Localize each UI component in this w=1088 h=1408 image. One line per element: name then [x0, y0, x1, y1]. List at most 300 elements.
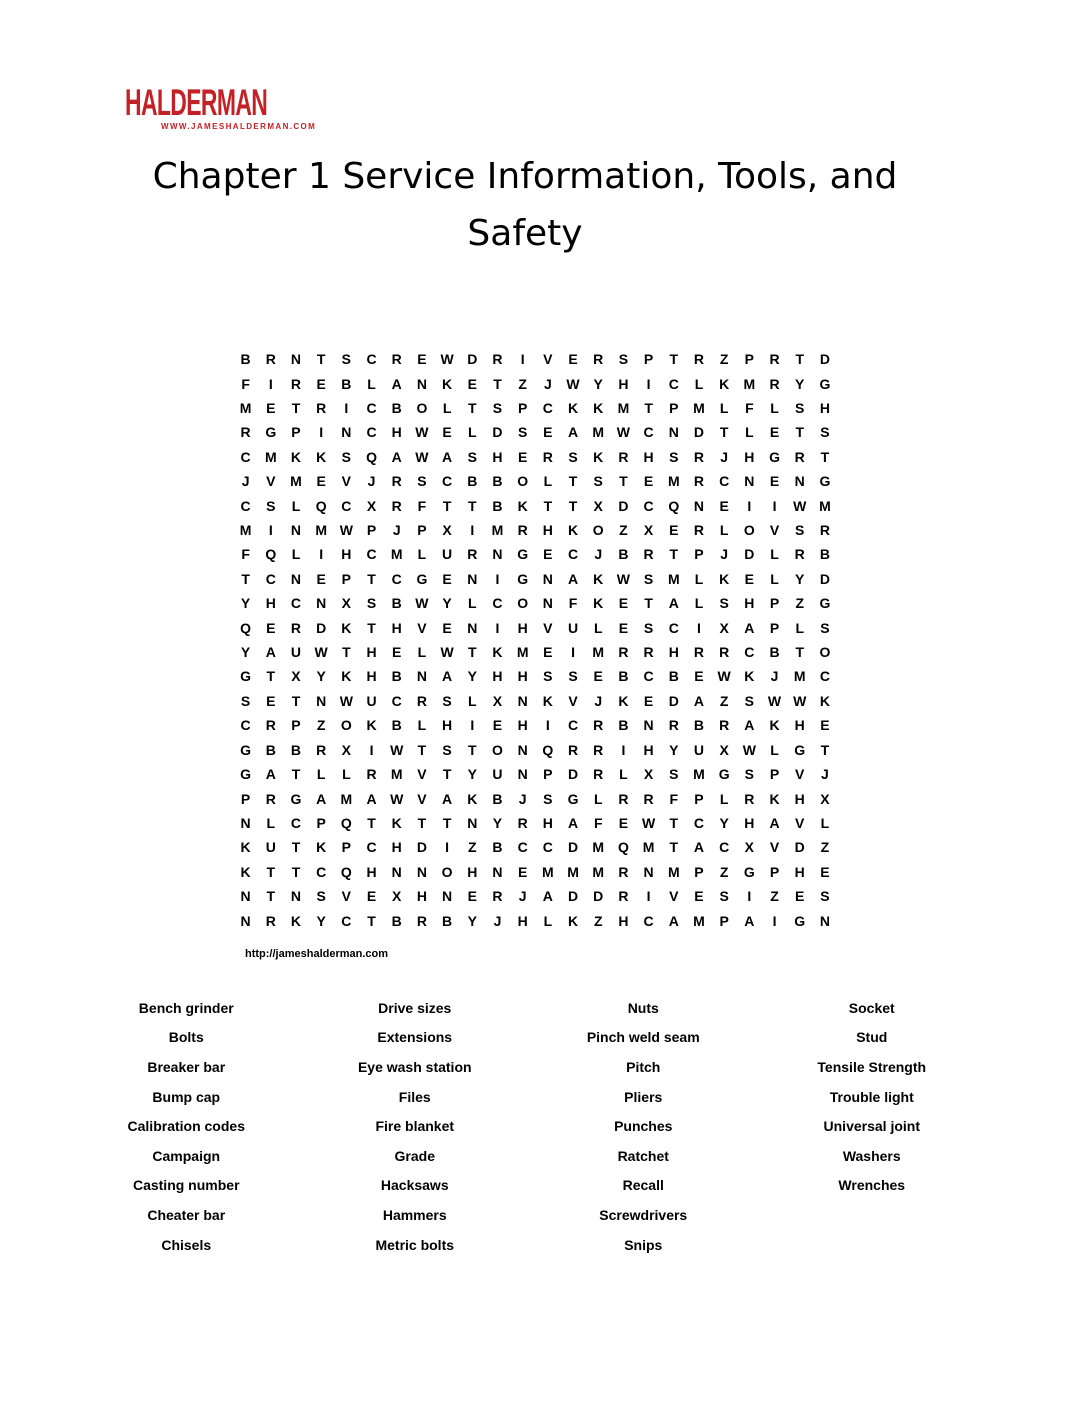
- grid-letter: E: [417, 351, 427, 368]
- grid-letter: B: [467, 473, 478, 490]
- grid-letter: K: [240, 863, 251, 880]
- grid-letter: G: [718, 766, 730, 783]
- grid-letter: K: [366, 717, 377, 734]
- grid-letter: X: [392, 888, 402, 905]
- grid-letter: S: [820, 619, 830, 636]
- grid-letter: V: [543, 619, 553, 636]
- grid-letter: E: [795, 888, 805, 905]
- grid-letter: R: [290, 619, 302, 636]
- grid-letter: Y: [467, 766, 477, 783]
- grid-letter: S: [417, 473, 427, 490]
- grid-letter: S: [543, 790, 553, 807]
- grid-letter: B: [492, 790, 503, 807]
- grid-letter: L: [719, 400, 729, 417]
- grid-letter: I: [495, 570, 500, 587]
- grid-letter: C: [366, 424, 377, 441]
- grid-letter: K: [316, 839, 327, 856]
- grid-letter: B: [618, 546, 629, 563]
- logo-brand-text: HALDERMAN: [125, 82, 268, 123]
- grid-letter: S: [341, 351, 352, 368]
- grid-letter: B: [290, 741, 302, 758]
- grid-letter: X: [719, 619, 729, 636]
- grid-letter: R: [366, 766, 377, 783]
- grid-letter: S: [643, 570, 654, 587]
- grid-letter: T: [342, 644, 351, 661]
- logo-website-text: WWW.JAMESHALDERMAN.COM: [161, 122, 317, 131]
- grid-letter: C: [290, 595, 302, 612]
- grid-letter: E: [568, 351, 578, 368]
- grid-letter: V: [266, 473, 276, 490]
- grid-letter: Q: [617, 839, 629, 856]
- grid-letter: N: [492, 863, 503, 880]
- grid-letter: C: [391, 692, 402, 709]
- grid-letter: A: [744, 912, 755, 929]
- grid-letter: K: [290, 912, 302, 929]
- grid-letter: W: [314, 644, 328, 661]
- grid-letter: N: [416, 863, 427, 880]
- grid-letter: I: [344, 400, 349, 417]
- grid-letter: I: [747, 888, 752, 905]
- grid-letter: S: [517, 424, 528, 441]
- grid-letter: B: [391, 668, 402, 685]
- grid-letter: A: [744, 717, 755, 734]
- grid-letter: W: [390, 790, 404, 807]
- grid-letter: X: [820, 790, 830, 807]
- grid-letter: L: [442, 400, 452, 417]
- grid-letter: V: [341, 888, 352, 905]
- grid-letter: J: [821, 766, 829, 783]
- grid-letter: I: [545, 717, 550, 734]
- grid-letter: T: [266, 863, 276, 880]
- grid-letter: E: [517, 863, 528, 880]
- grid-letter: M: [617, 400, 630, 417]
- grid-letter: Y: [316, 668, 326, 685]
- grid-letter: K: [593, 448, 604, 465]
- grid-letter: R: [618, 790, 629, 807]
- grid-letter: M: [390, 766, 403, 783]
- grid-letter: M: [642, 839, 655, 856]
- grid-letter: X: [492, 692, 503, 709]
- grid-letter: U: [492, 766, 503, 783]
- grid-letter: A: [391, 375, 402, 392]
- grid-letter: Y: [240, 595, 251, 612]
- grid-letter: T: [266, 888, 276, 905]
- grid-letter: M: [667, 570, 680, 587]
- word-list-item: Grade: [394, 1147, 435, 1164]
- grid-letter: Y: [467, 912, 477, 929]
- grid-letter: C: [240, 497, 251, 514]
- grid-letter: N: [467, 814, 478, 831]
- grid-letter: H: [744, 814, 755, 831]
- grid-letter: X: [341, 595, 352, 612]
- grid-letter: R: [618, 888, 629, 905]
- grid-letter: E: [442, 619, 452, 636]
- grid-letter: M: [542, 863, 554, 880]
- grid-letter: E: [492, 717, 503, 734]
- grid-letter: L: [367, 375, 376, 392]
- grid-letter: M: [592, 839, 605, 856]
- grid-letter: R: [391, 473, 402, 490]
- grid-letter: A: [265, 766, 276, 783]
- grid-letter: T: [367, 814, 376, 831]
- grid-letter: T: [669, 351, 679, 368]
- grid-letter: M: [315, 522, 327, 539]
- grid-letter: N: [240, 814, 251, 831]
- grid-letter: C: [668, 619, 679, 636]
- grid-letter: L: [719, 522, 729, 539]
- grid-letter: T: [367, 570, 376, 587]
- grid-letter: I: [520, 351, 525, 368]
- grid-letter: Q: [542, 741, 554, 758]
- grid-letter: L: [619, 766, 628, 783]
- grid-letter: M: [693, 400, 705, 417]
- word-list-column: [72, 993, 301, 1259]
- grid-letter: K: [240, 839, 251, 856]
- grid-letter: D: [467, 351, 478, 368]
- word-search-grid: [233, 347, 838, 933]
- grid-letter: G: [240, 668, 252, 685]
- grid-letter: N: [542, 570, 553, 587]
- grid-letter: T: [468, 644, 477, 661]
- grid-letter: W: [415, 595, 429, 612]
- grid-letter: P: [643, 351, 654, 368]
- grid-letter: S: [316, 888, 326, 905]
- grid-letter: H: [391, 839, 402, 856]
- grid-letter: W: [339, 522, 353, 539]
- grid-letter: Z: [316, 717, 326, 734]
- grid-letter: N: [517, 766, 528, 783]
- grid-letter: H: [744, 595, 755, 612]
- grid-letter: B: [391, 912, 402, 929]
- grid-letter: N: [693, 497, 705, 514]
- grid-letter: N: [316, 692, 327, 709]
- word-list-item: Recall: [622, 1177, 664, 1194]
- grid-letter: G: [769, 448, 780, 465]
- grid-letter: N: [240, 888, 251, 905]
- grid-letter: B: [769, 644, 780, 661]
- grid-letter: F: [593, 814, 603, 831]
- grid-letter: M: [693, 912, 705, 929]
- grid-letter: H: [391, 424, 402, 441]
- grid-letter: S: [266, 497, 276, 514]
- grid-letter: I: [646, 375, 651, 392]
- grid-letter: P: [769, 766, 780, 783]
- word-list-item: Hammers: [382, 1206, 447, 1223]
- grid-letter: R: [719, 717, 730, 734]
- grid-letter: T: [266, 668, 276, 685]
- grid-letter: E: [366, 888, 377, 905]
- grid-letter: S: [719, 888, 729, 905]
- grid-letter: N: [517, 741, 528, 758]
- grid-letter: T: [367, 619, 376, 636]
- grid-letter: I: [470, 522, 475, 539]
- grid-letter: K: [719, 570, 730, 587]
- grid-letter: L: [694, 595, 704, 612]
- grid-letter: V: [795, 814, 805, 831]
- word-list-item: Calibration codes: [127, 1118, 245, 1135]
- grid-letter: L: [468, 595, 477, 612]
- grid-letter: E: [694, 668, 704, 685]
- grid-letter: C: [542, 400, 553, 417]
- grid-letter: I: [445, 839, 450, 856]
- word-list-item: Punches: [614, 1118, 673, 1135]
- grid-letter: E: [719, 497, 729, 514]
- grid-letter: B: [391, 400, 402, 417]
- grid-letter: T: [291, 839, 301, 856]
- grid-letter: Y: [795, 375, 805, 392]
- grid-letter: U: [693, 741, 705, 758]
- grid-letter: R: [693, 522, 705, 539]
- grid-letter: H: [542, 522, 553, 539]
- grid-letter: C: [668, 375, 679, 392]
- grid-letter: I: [772, 497, 777, 514]
- grid-letter: W: [742, 741, 756, 758]
- word-list-item: Extensions: [377, 1029, 453, 1046]
- grid-letter: R: [416, 692, 427, 709]
- grid-letter: E: [694, 888, 704, 905]
- grid-letter: A: [442, 448, 453, 465]
- word-list-item: Bench grinder: [138, 999, 234, 1016]
- grid-letter: S: [240, 692, 251, 709]
- grid-letter: W: [641, 814, 656, 831]
- grid-letter: V: [568, 692, 578, 709]
- grid-letter: E: [467, 888, 477, 905]
- grid-letter: L: [593, 619, 603, 636]
- grid-letter: Y: [442, 595, 452, 612]
- grid-letter: G: [290, 790, 302, 807]
- word-list-item: Breaker bar: [147, 1058, 226, 1075]
- word-list-item: Snips: [624, 1236, 663, 1253]
- grid-letter: R: [391, 497, 402, 514]
- grid-letter: I: [747, 497, 752, 514]
- grid-letter: S: [820, 888, 830, 905]
- grid-letter: S: [795, 400, 805, 417]
- grid-letter: G: [517, 570, 529, 587]
- grid-letter: Q: [240, 619, 252, 636]
- grid-letter: J: [241, 473, 250, 490]
- grid-letter: H: [265, 595, 276, 612]
- grid-letter: U: [366, 692, 377, 709]
- grid-letter: E: [744, 570, 755, 587]
- grid-letter: N: [290, 888, 302, 905]
- grid-letter: C: [391, 570, 402, 587]
- grid-letter: A: [668, 912, 679, 929]
- word-list-item: Nuts: [627, 999, 659, 1016]
- grid-letter: D: [618, 497, 629, 514]
- grid-letter: P: [341, 839, 352, 856]
- grid-letter: V: [417, 766, 427, 783]
- grid-letter: G: [819, 473, 831, 490]
- grid-letter: L: [543, 473, 553, 490]
- grid-letter: E: [442, 424, 452, 441]
- grid-letter: K: [719, 375, 730, 392]
- grid-letter: C: [265, 570, 276, 587]
- grid-letter: C: [366, 839, 377, 856]
- grid-letter: B: [693, 717, 705, 734]
- grid-letter: A: [693, 839, 705, 856]
- word-list-item: Trouble light: [829, 1088, 914, 1105]
- page-title-line1: Chapter 1 Service Information, Tools, and: [152, 156, 898, 197]
- grid-letter: W: [339, 692, 353, 709]
- grid-letter: P: [543, 766, 553, 783]
- page-title-line2: Safety: [467, 213, 583, 254]
- grid-letter: L: [820, 814, 830, 831]
- grid-letter: F: [241, 546, 250, 563]
- grid-letter: T: [291, 766, 301, 783]
- grid-letter: T: [442, 497, 452, 514]
- grid-letter: E: [820, 863, 830, 880]
- grid-letter: S: [719, 595, 729, 612]
- grid-letter: R: [744, 790, 755, 807]
- grid-letter: S: [820, 424, 830, 441]
- grid-letter: L: [745, 424, 754, 441]
- grid-letter: J: [543, 375, 552, 392]
- grid-letter: T: [367, 912, 376, 929]
- grid-letter: H: [366, 668, 377, 685]
- grid-letter: E: [618, 619, 629, 636]
- grid-letter: R: [265, 351, 276, 368]
- grid-letter: T: [644, 400, 653, 417]
- grid-letter: A: [442, 790, 453, 807]
- grid-letter: I: [697, 619, 701, 636]
- grid-letter: G: [240, 766, 252, 783]
- grid-letter: V: [769, 839, 780, 856]
- grid-letter: L: [316, 766, 326, 783]
- grid-letter: M: [516, 644, 529, 661]
- grid-letter: R: [794, 546, 805, 563]
- grid-letter: X: [744, 839, 755, 856]
- grid-letter: N: [290, 351, 302, 368]
- grid-letter: R: [693, 351, 705, 368]
- grid-letter: R: [517, 814, 528, 831]
- grid-letter: K: [341, 619, 352, 636]
- grid-letter: E: [517, 448, 528, 465]
- grid-letter: C: [366, 546, 377, 563]
- grid-letter: A: [391, 448, 402, 465]
- grid-letter: B: [492, 473, 503, 490]
- grid-letter: T: [442, 766, 452, 783]
- grid-letter: B: [442, 912, 453, 929]
- grid-letter: E: [442, 570, 452, 587]
- word-list-item: Universal joint: [823, 1118, 920, 1135]
- grid-letter: N: [744, 473, 755, 490]
- grid-letter: C: [643, 912, 654, 929]
- grid-letter: M: [743, 375, 756, 392]
- grid-letter: T: [241, 570, 250, 587]
- grid-letter: O: [517, 595, 529, 612]
- grid-letter: P: [769, 595, 780, 612]
- grid-letter: B: [668, 668, 679, 685]
- grid-letter: D: [819, 351, 830, 368]
- page-title: [0, 148, 1050, 262]
- grid-letter: R: [819, 522, 830, 539]
- grid-letter: I: [470, 717, 475, 734]
- grid-letter: N: [819, 912, 830, 929]
- grid-letter: L: [770, 400, 779, 417]
- grid-letter: M: [793, 668, 806, 685]
- grid-letter: F: [669, 790, 679, 807]
- grid-letter: X: [719, 741, 729, 758]
- grid-letter: T: [820, 741, 830, 758]
- grid-letter: W: [793, 692, 807, 709]
- grid-letter: A: [316, 790, 327, 807]
- grid-letter: M: [239, 400, 252, 417]
- grid-letter: O: [819, 644, 831, 661]
- grid-letter: I: [369, 741, 374, 758]
- grid-letter: U: [567, 619, 579, 636]
- grid-letter: E: [618, 595, 629, 612]
- grid-letter: G: [517, 546, 529, 563]
- word-list-item: Drive sizes: [378, 999, 452, 1016]
- source-url[interactable]: http://jameshalderman.com: [245, 948, 389, 960]
- grid-letter: M: [567, 863, 579, 880]
- grid-letter: T: [669, 546, 679, 563]
- grid-letter: B: [618, 668, 629, 685]
- grid-letter: H: [819, 400, 830, 417]
- grid-letter: L: [417, 644, 427, 661]
- grid-letter: L: [468, 424, 477, 441]
- grid-letter: N: [517, 692, 528, 709]
- grid-letter: K: [391, 814, 402, 831]
- grid-letter: B: [341, 375, 352, 392]
- grid-letter: P: [694, 546, 704, 563]
- grid-letter: O: [416, 400, 428, 417]
- grid-letter: K: [744, 668, 755, 685]
- grid-letter: C: [492, 595, 503, 612]
- grid-letter: L: [719, 790, 729, 807]
- grid-letter: C: [240, 717, 251, 734]
- grid-letter: Z: [719, 692, 729, 709]
- grid-letter: S: [492, 400, 503, 417]
- grid-letter: W: [717, 668, 731, 685]
- grid-letter: T: [795, 351, 804, 368]
- grid-letter: K: [542, 692, 553, 709]
- grid-letter: Z: [619, 522, 628, 539]
- grid-letter: N: [467, 619, 478, 636]
- grid-letter: K: [316, 448, 327, 465]
- word-list-item: Ratchet: [617, 1147, 669, 1164]
- grid-letter: B: [492, 497, 503, 514]
- grid-letter: K: [618, 692, 629, 709]
- grid-letter: V: [417, 790, 427, 807]
- grid-letter: T: [291, 692, 301, 709]
- grid-letter: J: [720, 546, 729, 563]
- grid-letter: R: [567, 741, 579, 758]
- grid-letter: K: [341, 668, 352, 685]
- grid-letter: N: [643, 863, 654, 880]
- grid-letter: C: [341, 497, 352, 514]
- grid-letter: B: [819, 546, 830, 563]
- grid-letter: M: [693, 766, 705, 783]
- grid-letter: A: [693, 692, 705, 709]
- grid-letter: S: [366, 595, 377, 612]
- grid-letter: H: [416, 888, 427, 905]
- grid-letter: R: [517, 522, 528, 539]
- grid-letter: K: [769, 790, 780, 807]
- grid-letter: L: [694, 375, 704, 392]
- word-list-item: Cheater bar: [147, 1206, 226, 1223]
- grid-letter: A: [265, 644, 276, 661]
- grid-letter: C: [744, 644, 755, 661]
- grid-letter: P: [240, 790, 251, 807]
- grid-letter: E: [769, 473, 780, 490]
- grid-letter: H: [467, 863, 478, 880]
- grid-letter: B: [391, 717, 402, 734]
- grid-letter: P: [341, 570, 352, 587]
- grid-letter: C: [341, 912, 352, 929]
- grid-letter: K: [517, 497, 528, 514]
- grid-letter: N: [416, 375, 427, 392]
